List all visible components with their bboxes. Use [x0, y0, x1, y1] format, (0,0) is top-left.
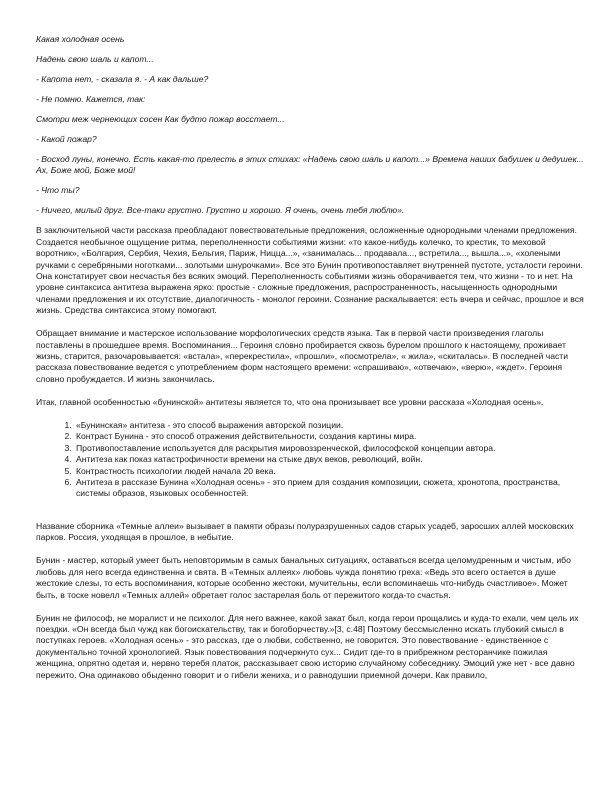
body-paragraph: В заключительной части рассказа преобладают повествовательные предложения, осложненные однородными членами предложения. Создается необычное ощущение ритма, переполненности событиями жизни: «то какое-нибудь колечко, то крестик, то меховой воротник», «Болгария, Сербия, Чехия, Бельгия, Париж, Ницца...», «занималась... продавала..., встретила..., вышла...», «холеными ручками с серебряными ноготками... золотыми шнурочками». Все это Бунин противопоставляет внутренней пустоте, усталости героини. Она констатирует свои несчастья без всяких эмоций. Переполненность событиями жизнь оборачивается тем, что жизни - то и нет. На уровне синтаксиса антитеза выражена ярко: простые - сложные предложения, распространенность, насыщенность однородными членами предложения и их отсутствие, диалогичность - монолог героини. Сознание раскалывается: есть вчера и сейчас, прошлое и вся жизнь. Средства синтаксиса этому помогают.: [36, 225, 584, 316]
poem-line: - Что ты?: [36, 185, 80, 196]
body-paragraph: Бунин не философ, не моралист и не психолог. Для него важнее, какой закат был, когда герои прощались и куда-то ехали, чем цель их поездки. «Он всегда был чужд как богоискательству, так и богоборчеству.»[3, с.48] Поэтому бессмысленно искать глубокий смысл в поступках героев. «Холодная осень» - это рассказ, где о любви, собственно, не говорится. Это повествование - единственное с документально точной хронологией. Язык повествования подчеркнуто сух... Сидит где-то в прибрежном ресторанчике пожилая женщина, опрятно одетая и, нервно теребя платок, рассказывает свою историю случайному собеседнику. Эмоций уже нет - все давно пережито. Она одинаково обыденно говорит и о гибели жениха, и о равнодушии приемной дочери. Как правило,: [36, 612, 579, 680]
body-paragraph: Итак, главной особенностью «бунинской» антитезы является то, что она пронизывает все уровни рассказа «Холодная осень».: [36, 396, 544, 407]
spacer: [36, 511, 584, 521]
list-item: 6. Антитеза в рассказе Бунина «Холодная осень» - это прием для создания композиции, сюжета, хронотопа, пространства, системы образов, языковых особенностей.: [74, 477, 584, 500]
poem-line: - Капота нет, - сказала я. - А как дальше?: [36, 74, 209, 84]
list-item: 5. Контрастность психологии людей начала 20 века.: [74, 466, 584, 477]
poem-line: - Не помню. Кажется, так:: [36, 94, 146, 104]
poem-line: - Какой пожар?: [36, 134, 97, 144]
numbered-list: [36, 420, 584, 500]
body-paragraph: Название сборника «Темные аллеи» вызывает в памяти образы полуразрушенных садов старых усадеб, заросших аллей московских парков. Россия, уходящая в прошлое, в небытие.: [36, 520, 574, 543]
list-item: 4. Антитеза как показ катастрофичности времени на стыке двух веков, революций, войн.: [74, 454, 584, 465]
list-item: 3. Противопоставление используется для раскрытия мировоззренческой, философской концепции автора.: [74, 443, 584, 454]
list-item: 1. «Бунинская» антитеза - это способ выражения авторской позиции.: [74, 420, 584, 431]
poem-line: Надень свою шаль и капот...: [36, 54, 154, 64]
poem-line: - Ничего, милый друг. Все-таки грустно. Грустно и хорошо. Я очень, очень тебя люблю».: [36, 205, 405, 216]
poem-line: - Восход луны, конечно. Есть какая-то прелесть в этих стихах: «Надень свою шаль и капот...» Времена наших бабушек и дедушек... Ах, Боже мой, Боже мой!: [36, 154, 584, 176]
poem-line: Какая холодная осень: [36, 34, 125, 44]
body-paragraph: Бунин - мастер, который умеет быть неповторимым в самых банальных ситуациях, оставаться всегда целомудренным и чистым, ибо любовь для него всегда единственна и свята. В «Темных аллеях» любовь чужда понятию греха: «Ведь это всего остается в душе жестокие слезы, то есть воспоминания, которые особенно жестоки, мучительны, если вспоминаешь что-нибудь счастливое». Может быть, в тоске новелл «Темных аллей» обретает голос застарелая боль от пережитого когда-то счастья.: [36, 555, 571, 600]
body-paragraph: Обращает внимание и мастерское использование морфологических средств языка. Так в первой части произведения глаголы поставлены в прошедшее время. Воспоминания... Героиня словно пробирается сквозь бурелом прошлого к настоящему, проживает жизнь, старится, разочаровывается: «встала», «перекрестила», «прошли», «посмотрела», « жила», «скиталась». В последней части рассказа повествование ведется с употреблением форм настоящего времени: «спрашиваю», «отвечаю», «верю», «ждет». Героиня словно пробуждается. И жизнь закончилась.: [36, 328, 569, 384]
poem-line: Смотри меж чернеющих сосен Как будто пожар восстает...: [36, 114, 285, 124]
list-item: 2. Контраст Бунина - это способ отражения действительности, создания картины мира.: [74, 431, 584, 442]
